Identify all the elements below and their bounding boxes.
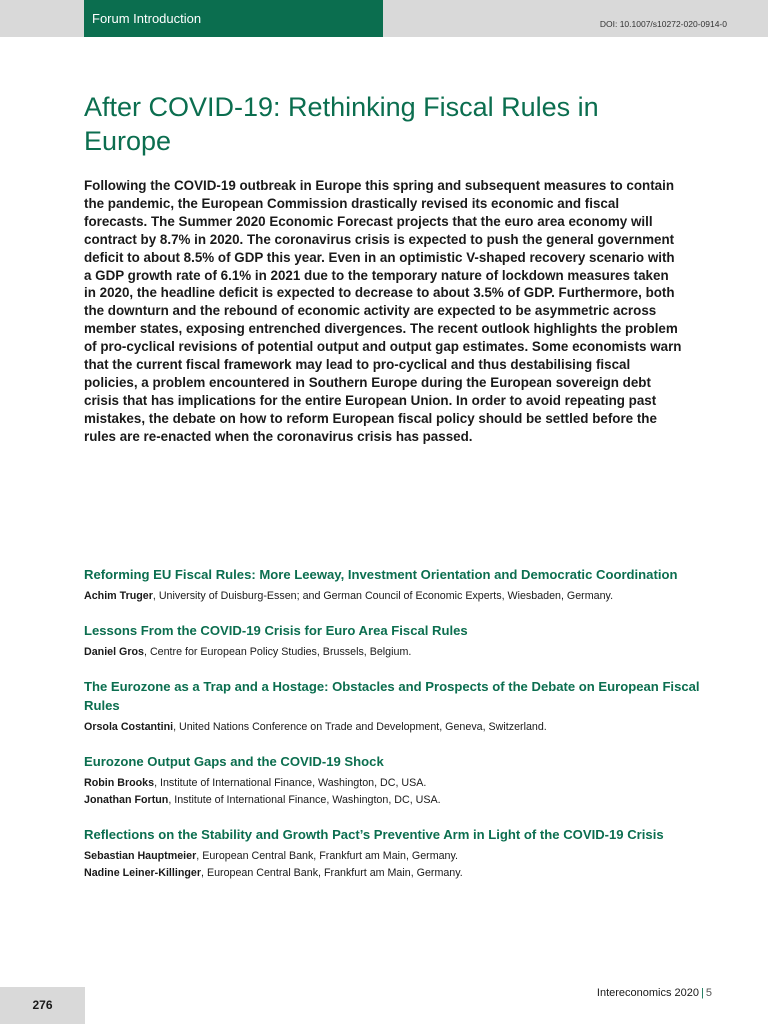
author-line (84, 644, 724, 661)
article-title: Eurozone Output Gaps and the COVID-19 Shock (84, 754, 384, 769)
article-title: Reflections on the Stability and Growth Pact’s Preventive Arm in Light of the COVID-19 Crisis (84, 827, 664, 842)
section-label: Forum Introduction (84, 0, 383, 37)
author-line (84, 719, 724, 736)
abstract-text: Following the COVID-19 outbreak in Europe this spring and subsequent measures to contain the pandemic, the European Commission drastically revised its economic and fiscal forecasts. The Summer 2020 Economic Forecast projects that the euro area economy will contract by 8.7% in 2020. The coronavirus crisis is expected to push the general government deficit to about 8.5% of GDP this year. Even in an optimistic V-shaped recovery scenario with a GDP growth rate of 6.1% in 2021 due to the temporary nature of lockdown measures taken in 2020, the headline deficit is expected to decrease to about 3.5% of GDP. Furthermore, both the downturn and the rebound of economic activity are expected to be asymmetric across member states, exposing entrenched divergences. The recent outlook highlights the problem of pro-cyclical revisions of potential output and output gap estimates. Some economists warn that the current fiscal framework may lead to pro-cyclical and thus destabilising fiscal policies, a problem encountered in Southern Europe during the European sovereign debt crisis that has implications for the entire European Union. In order to avoid repeating past mistakes, the debate on how to reform European fiscal policy should be settled before the rules are re-enacted when the coronavirus crisis has passed. (84, 178, 682, 444)
author-affiliation: , University of Duisburg-Essen; and German Council of Economic Experts, Wiesbaden, Germany. (152, 590, 614, 602)
article-title: The Eurozone as a Trap and a Hostage: Obstacles and Prospects of the Debate on European Fiscal Rules (84, 679, 700, 713)
author-name: Jonathan Fortun (84, 794, 169, 806)
author-name: Daniel Gros (84, 646, 144, 658)
author-name: Orsola Costantini (84, 721, 174, 733)
author-affiliation: , United Nations Conference on Trade and Development, Geneva, Switzerland. (173, 721, 547, 733)
footer-separator: | (701, 987, 704, 999)
author-affiliation: , Institute of International Finance, Washington, DC, USA. (154, 777, 427, 789)
article-title: Lessons From the COVID-19 Crisis for Euro Area Fiscal Rules (84, 623, 468, 638)
author-affiliation: , European Central Bank, Frankfurt am Main, Germany. (196, 850, 459, 862)
article-list (84, 565, 724, 898)
author-line (84, 792, 724, 809)
page-title: After COVID-19: Rethinking Fiscal Rules in Europe (84, 92, 599, 156)
article-item (84, 565, 724, 605)
author-line (84, 775, 724, 792)
doi-text: DOI: 10.1007/s10272-020-0914-0 (599, 19, 727, 29)
article-item (84, 677, 724, 736)
author-name: Robin Brooks (84, 777, 155, 789)
journal-name: Intereconomics 2020 (596, 987, 700, 999)
article-title: Reforming EU Fiscal Rules: More Leeway, Investment Orientation and Democratic Coordination (84, 567, 678, 582)
issue-page-number: 5 (705, 987, 712, 999)
author-name: Sebastian Hauptmeier (84, 850, 197, 862)
article-item (84, 752, 724, 809)
article-item (84, 621, 724, 661)
author-line (84, 865, 724, 882)
author-name: Nadine Leiner-Killinger (84, 867, 201, 879)
article-item (84, 825, 724, 882)
author-affiliation: , Institute of International Finance, Washington, DC, USA. (168, 794, 441, 806)
page-number: 276 (0, 987, 85, 1024)
author-line (84, 848, 724, 865)
author-affiliation: , Centre for European Policy Studies, Brussels, Belgium. (144, 646, 412, 658)
author-name: Achim Truger (84, 590, 153, 602)
author-line (84, 588, 724, 605)
author-affiliation: , European Central Bank, Frankfurt am Main, Germany. (201, 867, 463, 879)
journal-footer (597, 987, 712, 999)
